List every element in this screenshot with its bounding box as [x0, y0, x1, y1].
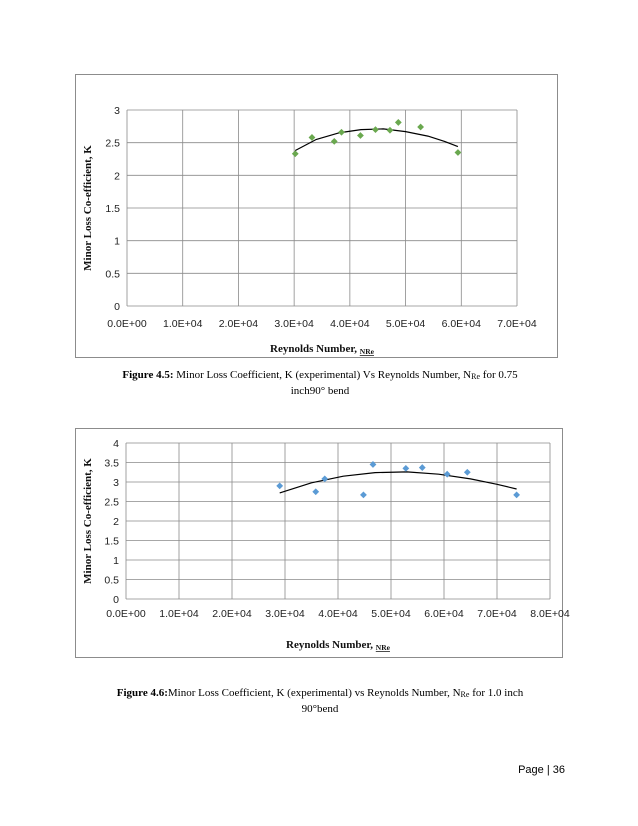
figure-4-5-line2: inch90° bend [290, 385, 350, 397]
chart-2-ytick-label: 4 [113, 438, 119, 450]
chart-2-ytick-label: 0 [113, 594, 119, 606]
chart-2-data-point [402, 465, 409, 472]
chart-2-data-point [321, 475, 328, 482]
chart-2-ytick-label: 3.5 [104, 457, 119, 470]
chart-1-xtick-label: 5.0E+04 [385, 318, 426, 330]
chart-2-data-point [464, 469, 471, 476]
chart-1-y-axis-title: Minor Loss Co-efficient, K [82, 145, 94, 271]
figure-4-5-sub: Re [471, 372, 481, 381]
chart-2-ytick-label: 2 [113, 516, 119, 528]
chart-1-x-axis-title: Reynolds Number, NRe [270, 343, 374, 356]
chart-1-data-point [338, 129, 345, 136]
figure-4-5-text: Minor Loss Coefficient, K (experimental) Vs Reynolds Number, N [173, 369, 472, 381]
chart-1-ytick-label: 2 [114, 170, 120, 183]
chart-1 [76, 75, 559, 359]
chart-1-ytick-label: 3 [114, 105, 120, 117]
figure-4-6-caption [60, 686, 580, 717]
chart-1-ytick-label: 1 [114, 235, 120, 248]
chart-1-data-point [372, 126, 379, 133]
chart-2-data-point [312, 488, 319, 495]
chart-1-x-axis-title-sub: NRe [359, 347, 374, 356]
chart-1-xtick-label: 4.0E+04 [330, 318, 370, 330]
chart-2-xtick-label: 0.0E+00 [106, 608, 146, 620]
chart-1-xtick-label: 2.0E+04 [218, 318, 259, 330]
chart-1-xtick-label: 0.0E+00 [107, 318, 147, 330]
figure-4-6-sub: Re [460, 690, 470, 699]
chart-1-xtick-label: 3.0E+04 [274, 318, 314, 330]
chart-2 [76, 429, 570, 659]
chart-2-data-point [370, 461, 377, 468]
figure-4-5-label: Figure 4.5: [122, 369, 174, 381]
chart-1-xtick-label: 7.0E+04 [497, 318, 537, 330]
chart-2-ytick-label: 2.5 [104, 496, 119, 509]
chart-2-data-point [513, 491, 520, 498]
page-number: Page | 36 [518, 764, 565, 776]
chart-2-y-axis-title: Minor Loss Co-efficient, K [82, 458, 94, 584]
chart-1-data-point [455, 149, 462, 156]
chart-1-xtick-label: 6.0E+04 [441, 318, 481, 330]
chart-1-ytick-label: 1.5 [105, 203, 120, 215]
chart-1-data-point [331, 138, 338, 145]
chart-2-ytick-label: 1.5 [104, 535, 119, 548]
chart-1-trendline [295, 129, 458, 151]
chart-1-data-point [292, 150, 299, 157]
chart-2-data-point [419, 464, 426, 471]
chart-2-data-point [360, 491, 367, 498]
chart-1-ytick-label: 0 [114, 301, 120, 313]
chart-2-xtick-label: 2.0E+04 [212, 608, 252, 620]
figure-4-6-tail: for 1.0 inch [469, 687, 524, 699]
chart-2-xtick-label: 1.0E+04 [159, 608, 199, 620]
chart-1-xtick-label: 1.0E+04 [163, 318, 203, 330]
chart-1-ytick-label: 0.5 [105, 268, 120, 281]
chart-1-frame [75, 74, 558, 358]
chart-1-data-point [387, 127, 394, 134]
chart-2-xtick-label: 6.0E+04 [424, 608, 464, 620]
chart-1-ytick-label: 2.5 [105, 137, 120, 150]
chart-1-data-point [395, 119, 402, 126]
figure-4-5-tail: for 0.75 [480, 369, 518, 381]
chart-2-data-point [444, 471, 451, 478]
chart-2-ytick-label: 0.5 [104, 574, 119, 587]
chart-2-frame [75, 428, 570, 658]
chart-2-xtick-label: 3.0E+04 [265, 608, 305, 620]
chart-2-xtick-label: 8.0E+04 [530, 608, 570, 620]
figure-4-6-text: Minor Loss Coefficient, K (experimental) vs Reynolds Number, N [167, 687, 461, 699]
figure-4-5-caption [60, 368, 580, 399]
figure-4-6-label: Figure 4.6: [116, 687, 168, 699]
chart-1-data-point [357, 132, 364, 139]
chart-1-data-point [417, 124, 424, 131]
chart-2-ytick-label: 1 [113, 555, 119, 567]
chart-2-ytick-label: 3 [113, 477, 119, 489]
chart-2-xtick-label: 7.0E+04 [477, 608, 517, 620]
figure-4-6-line2: 90°bend [301, 703, 339, 715]
chart-2-data-point [276, 483, 283, 490]
chart-2-x-axis-title-sub: NRe [375, 643, 390, 652]
chart-2-xtick-label: 5.0E+04 [371, 608, 411, 620]
chart-2-x-axis-title: Reynolds Number, NRe [286, 639, 390, 652]
chart-2-xtick-label: 4.0E+04 [318, 608, 358, 620]
